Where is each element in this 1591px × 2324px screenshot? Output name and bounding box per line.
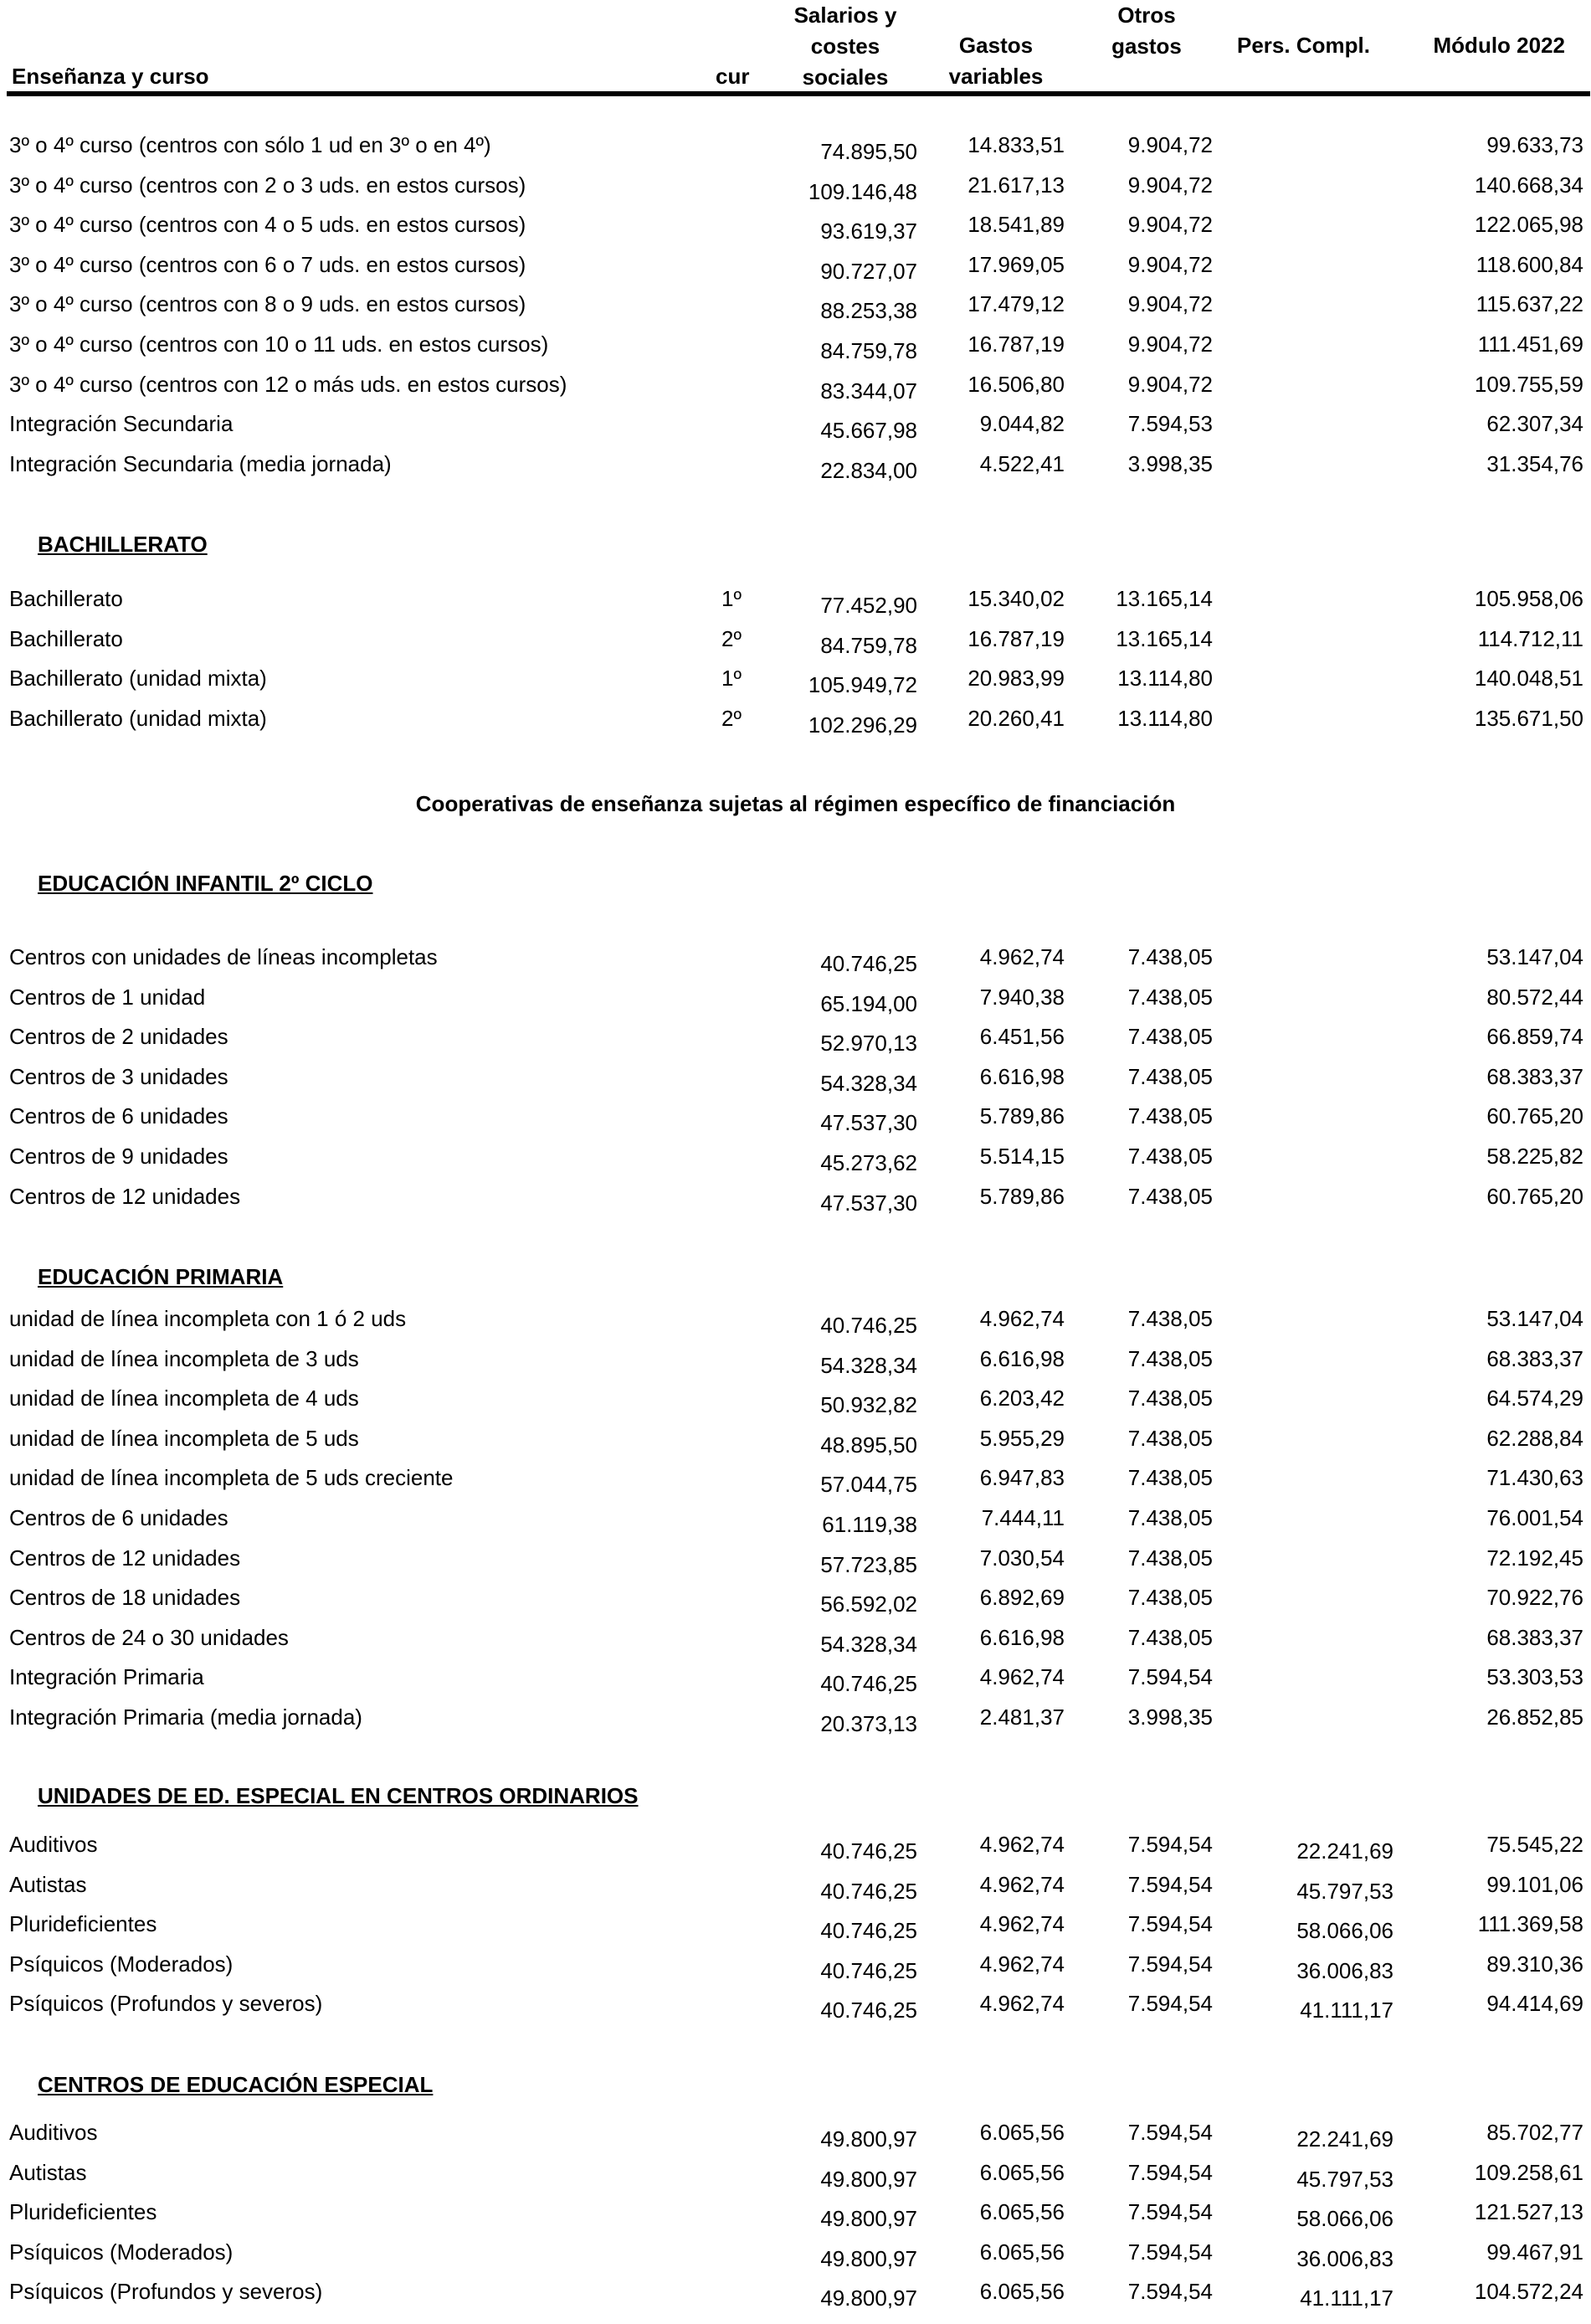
row-og: 7.438,05	[1127, 1306, 1213, 1331]
row-sal: 109.146,48	[808, 178, 917, 204]
row-mod: 118.600,84	[1476, 251, 1583, 277]
row-mod: 109.755,59	[1474, 371, 1583, 397]
row-sal: 47.537,30	[820, 1110, 917, 1136]
row-name: Centros de 6 unidades	[9, 1103, 228, 1129]
row-mod: 68.383,37	[1486, 1063, 1583, 1089]
row-og: 7.438,05	[1127, 1345, 1213, 1371]
row-mod: 122.065,98	[1474, 212, 1583, 238]
row-gv: 4.962,74	[979, 1306, 1065, 1331]
row-mod: 85.702,77	[1486, 2120, 1583, 2145]
row-name: Centros de 12 unidades	[9, 1183, 241, 1209]
row-og: 7.438,05	[1127, 1386, 1213, 1411]
row-gv: 5.955,29	[979, 1425, 1065, 1451]
header-rule	[7, 91, 1590, 96]
header-gv-line1: Gastos	[958, 33, 1034, 58]
row-mod: 109.258,61	[1474, 2159, 1583, 2185]
row-og: 7.438,05	[1127, 1024, 1213, 1050]
row-og: 7.594,54	[1127, 1871, 1213, 1897]
row-sal: 49.800,97	[820, 2245, 917, 2271]
row-sal: 65.194,00	[820, 990, 917, 1016]
cooperativas-title: Cooperativas de enseñanza sujetas al régimen específico de financiación	[415, 791, 1176, 816]
row-name: Centros de 24 o 30 unidades	[9, 1624, 289, 1650]
row-name: 3º o 4º curso (centros con 2 o 3 uds. en estos cursos)	[9, 172, 526, 198]
row-og: 7.438,05	[1127, 1144, 1213, 1169]
row-name: Autistas	[9, 1871, 87, 1897]
row-sal: 90.727,07	[820, 258, 917, 284]
row-sal: 49.800,97	[820, 2206, 917, 2232]
row-og: 7.438,05	[1127, 1624, 1213, 1650]
row-gv: 7.940,38	[979, 984, 1065, 1010]
row-og: 13.114,80	[1117, 705, 1213, 731]
row-og: 7.438,05	[1127, 1425, 1213, 1451]
row-mod: 99.467,91	[1486, 2239, 1583, 2265]
row-og: 9.904,72	[1127, 172, 1213, 198]
row-gv: 21.617,13	[967, 172, 1065, 198]
row-name: Integración Primaria (media jornada)	[9, 1704, 362, 1730]
row-gv: 6.616,98	[979, 1345, 1065, 1371]
row-mod: 60.765,20	[1486, 1183, 1583, 1209]
row-mod: 105.958,06	[1474, 586, 1583, 611]
row-sal: 54.328,34	[820, 1631, 917, 1657]
row-sal: 40.746,25	[820, 1671, 917, 1697]
header-cur: cur	[716, 64, 750, 89]
row-mod: 68.383,37	[1486, 1624, 1583, 1650]
row-mod: 75.545,22	[1486, 1832, 1583, 1857]
row-og: 7.438,05	[1127, 1465, 1213, 1491]
row-og: 7.594,54	[1127, 1991, 1213, 2017]
row-sal: 48.895,50	[820, 1432, 917, 1458]
row-sal: 84.759,78	[820, 338, 917, 363]
row-gv: 20.260,41	[967, 705, 1065, 731]
section-title: EDUCACIÓN INFANTIL 2º CICLO	[38, 871, 373, 896]
row-name: Centros de 2 unidades	[9, 1024, 228, 1050]
header-salarios-line1: Salarios y	[793, 3, 897, 28]
row-sal: 77.452,90	[820, 593, 917, 618]
row-name: 3º o 4º curso (centros con sólo 1 ud en 3º o en 4º)	[9, 132, 491, 157]
row-mod: 140.668,34	[1474, 172, 1583, 198]
row-og: 9.904,72	[1127, 132, 1213, 157]
row-og: 7.594,54	[1127, 2199, 1213, 2225]
row-name: Auditivos	[9, 2120, 98, 2145]
header-gastos-variables	[929, 30, 1063, 92]
row-og: 9.904,72	[1127, 332, 1213, 357]
row-mod: 99.633,73	[1486, 132, 1583, 157]
row-name: Integración Secundaria	[9, 411, 234, 437]
row-name: Plurideficientes	[9, 2199, 157, 2225]
row-name: Centros con unidades de líneas incompletas	[9, 944, 438, 969]
row-sal: 47.537,30	[820, 1190, 917, 1216]
row-pc: 58.066,06	[1296, 2206, 1393, 2232]
row-name: Bachillerato	[9, 625, 123, 651]
header-gv-line2: variables	[948, 64, 1044, 89]
row-pc: 41.111,17	[1300, 2285, 1393, 2311]
row-name: 3º o 4º curso (centros con 4 o 5 uds. en estos cursos)	[9, 212, 526, 238]
row-sal: 40.746,25	[820, 1838, 917, 1864]
row-cur: 2º	[721, 625, 742, 651]
row-og: 13.114,80	[1117, 666, 1213, 692]
row-cur: 1º	[721, 586, 742, 611]
header-salarios	[778, 0, 912, 93]
row-name: Bachillerato (unidad mixta)	[9, 705, 267, 731]
row-og: 9.904,72	[1127, 251, 1213, 277]
row-name: Centros de 1 unidad	[9, 984, 206, 1010]
row-og: 7.594,54	[1127, 1832, 1213, 1857]
row-gv: 18.541,89	[967, 212, 1065, 238]
row-pc: 58.066,06	[1296, 1918, 1393, 1944]
row-sal: 50.932,82	[820, 1392, 917, 1418]
row-gv: 6.065,56	[979, 2199, 1065, 2225]
row-name: Bachillerato	[9, 586, 123, 611]
row-sal: 40.746,25	[820, 951, 917, 976]
section-title: EDUCACIÓN PRIMARIA	[38, 1264, 284, 1289]
row-gv: 15.340,02	[967, 586, 1065, 611]
row-og: 7.438,05	[1127, 1585, 1213, 1611]
row-pc: 22.241,69	[1296, 1838, 1393, 1864]
row-sal: 84.759,78	[820, 632, 917, 658]
row-name: 3º o 4º curso (centros con 8 o 9 uds. en estos cursos)	[9, 291, 526, 317]
row-og: 7.438,05	[1127, 1505, 1213, 1530]
row-pc: 22.241,69	[1296, 2126, 1393, 2152]
row-og: 7.594,54	[1127, 2239, 1213, 2265]
row-gv: 5.514,15	[979, 1144, 1065, 1169]
row-sal: 52.970,13	[820, 1031, 917, 1057]
section-title: UNIDADES DE ED. ESPECIAL EN CENTROS ORDINARIOS	[38, 1783, 639, 1808]
row-gv: 6.065,56	[979, 2279, 1065, 2305]
row-name: Psíquicos (Profundos y severos)	[9, 1991, 323, 2017]
row-gv: 4.522,41	[979, 450, 1065, 476]
row-og: 7.594,54	[1127, 1911, 1213, 1937]
header-otros-gastos	[1080, 0, 1214, 62]
row-mod: 121.527,13	[1474, 2199, 1583, 2225]
row-cur: 1º	[721, 666, 742, 692]
row-mod: 115.637,22	[1476, 291, 1583, 317]
row-name: Centros de 9 unidades	[9, 1144, 228, 1169]
row-mod: 64.574,29	[1486, 1386, 1583, 1411]
row-pc: 45.797,53	[1296, 1878, 1393, 1904]
row-og: 7.438,05	[1127, 1063, 1213, 1089]
row-og: 7.594,54	[1127, 1664, 1213, 1690]
row-gv: 5.789,86	[979, 1183, 1065, 1209]
row-gv: 17.969,05	[967, 251, 1065, 277]
row-pc: 36.006,83	[1296, 1957, 1393, 1983]
row-name: unidad de línea incompleta de 5 uds	[9, 1425, 359, 1451]
row-gv: 5.789,86	[979, 1103, 1065, 1129]
row-sal: 49.800,97	[820, 2126, 917, 2152]
row-sal: 56.592,02	[820, 1591, 917, 1617]
row-sal: 40.746,25	[820, 1998, 917, 2023]
row-name: Psíquicos (Moderados)	[9, 2239, 234, 2265]
row-mod: 53.147,04	[1486, 944, 1583, 969]
row-name: Auditivos	[9, 1832, 98, 1857]
row-gv: 4.962,74	[979, 1951, 1065, 1977]
row-name: 3º o 4º curso (centros con 10 o 11 uds. en estos cursos)	[9, 332, 549, 357]
row-og: 7.438,05	[1127, 984, 1213, 1010]
row-mod: 94.414,69	[1486, 1991, 1583, 2017]
header-modulo: Módulo 2022	[1433, 33, 1565, 58]
row-name: 3º o 4º curso (centros con 6 o 7 uds. en estos cursos)	[9, 251, 526, 277]
row-gv: 4.962,74	[979, 1871, 1065, 1897]
header-salarios-line3: sociales	[802, 64, 889, 90]
row-sal: 45.667,98	[820, 418, 917, 444]
section-title: CENTROS DE EDUCACIÓN ESPECIAL	[38, 2072, 434, 2097]
row-gv: 16.506,80	[967, 371, 1065, 397]
row-gv: 6.451,56	[979, 1024, 1065, 1050]
row-gv: 20.983,99	[967, 666, 1065, 692]
row-gv: 7.030,54	[979, 1545, 1065, 1571]
row-og: 7.438,05	[1127, 1183, 1213, 1209]
row-name: Plurideficientes	[9, 1911, 157, 1937]
row-mod: 99.101,06	[1486, 1871, 1583, 1897]
row-gv: 2.481,37	[979, 1704, 1065, 1730]
row-mod: 60.765,20	[1486, 1103, 1583, 1129]
row-mod: 89.310,36	[1486, 1951, 1583, 1977]
row-sal: 57.044,75	[820, 1472, 917, 1498]
row-sal: 83.344,07	[820, 378, 917, 404]
row-gv: 6.065,56	[979, 2159, 1065, 2185]
row-sal: 54.328,34	[820, 1070, 917, 1096]
row-name: Autistas	[9, 2159, 87, 2185]
row-mod: 68.383,37	[1486, 1345, 1583, 1371]
row-sal: 20.373,13	[820, 1711, 917, 1736]
row-og: 13.165,14	[1116, 625, 1213, 651]
row-name: Centros de 3 unidades	[9, 1063, 228, 1089]
row-mod: 53.147,04	[1486, 1306, 1583, 1331]
row-og: 3.998,35	[1127, 1704, 1213, 1730]
row-sal: 102.296,29	[808, 712, 917, 738]
row-mod: 140.048,51	[1474, 666, 1583, 692]
row-mod: 114.712,11	[1477, 625, 1583, 651]
row-name: Integración Secundaria (media jornada)	[9, 450, 392, 476]
row-og: 7.594,54	[1127, 2120, 1213, 2145]
row-sal: 57.723,85	[820, 1551, 917, 1577]
row-og: 9.904,72	[1127, 371, 1213, 397]
row-gv: 4.962,74	[979, 1664, 1065, 1690]
row-name: unidad de línea incompleta de 5 uds creciente	[9, 1465, 454, 1491]
row-pc: 45.797,53	[1296, 2166, 1393, 2192]
row-gv: 16.787,19	[967, 332, 1065, 357]
header-pers-compl: Pers. Compl.	[1237, 33, 1370, 58]
row-sal: 40.746,25	[820, 1878, 917, 1904]
row-name: unidad de línea incompleta con 1 ó 2 uds	[9, 1306, 407, 1331]
row-name: unidad de línea incompleta de 3 uds	[9, 1345, 359, 1371]
row-name: Psíquicos (Profundos y severos)	[9, 2279, 323, 2305]
row-pc: 36.006,83	[1296, 2245, 1393, 2271]
row-mod: 31.354,76	[1486, 450, 1583, 476]
row-og: 9.904,72	[1127, 212, 1213, 238]
row-og: 7.438,05	[1127, 944, 1213, 969]
row-gv: 6.065,56	[979, 2239, 1065, 2265]
section-title: BACHILLERATO	[38, 532, 208, 557]
row-mod: 111.369,58	[1477, 1911, 1583, 1937]
row-gv: 6.616,98	[979, 1063, 1065, 1089]
header-salarios-line2: costes	[810, 33, 880, 59]
row-og: 7.594,54	[1127, 2159, 1213, 2185]
row-mod: 53.303,53	[1486, 1664, 1583, 1690]
row-sal: 49.800,97	[820, 2166, 917, 2192]
row-mod: 70.922,76	[1486, 1585, 1583, 1611]
row-gv: 7.444,11	[981, 1505, 1065, 1530]
row-name: Centros de 6 unidades	[9, 1505, 228, 1530]
row-gv: 4.962,74	[979, 1911, 1065, 1937]
header-course: Enseñanza y curso	[12, 64, 209, 89]
row-gv: 16.787,19	[967, 625, 1065, 651]
row-name: Integración Primaria	[9, 1664, 204, 1690]
header-og-line2: gastos	[1111, 33, 1182, 59]
row-gv: 14.833,51	[967, 132, 1065, 157]
row-mod: 66.859,74	[1486, 1024, 1583, 1050]
row-mod: 72.192,45	[1486, 1545, 1583, 1571]
row-name: Psíquicos (Moderados)	[9, 1951, 234, 1977]
row-gv: 4.962,74	[979, 1832, 1065, 1857]
row-mod: 62.288,84	[1486, 1425, 1583, 1451]
row-mod: 104.572,24	[1474, 2279, 1583, 2305]
row-og: 3.998,35	[1127, 450, 1213, 476]
row-sal: 105.949,72	[808, 672, 917, 698]
row-og: 7.594,54	[1127, 1951, 1213, 1977]
row-sal: 40.746,25	[820, 1957, 917, 1983]
row-og: 7.594,53	[1127, 411, 1213, 437]
row-mod: 26.852,85	[1486, 1704, 1583, 1730]
row-gv: 6.616,98	[979, 1624, 1065, 1650]
row-gv: 6.065,56	[979, 2120, 1065, 2145]
row-sal: 40.746,25	[820, 1313, 917, 1338]
row-sal: 93.619,37	[820, 219, 917, 244]
row-gv: 4.962,74	[979, 944, 1065, 969]
row-og: 9.904,72	[1127, 291, 1213, 317]
row-name: Centros de 12 unidades	[9, 1545, 241, 1571]
row-mod: 71.430,63	[1486, 1465, 1583, 1491]
row-mod: 62.307,34	[1486, 411, 1583, 437]
row-sal: 74.895,50	[820, 139, 917, 164]
row-mod: 135.671,50	[1474, 705, 1583, 731]
row-og: 13.165,14	[1116, 586, 1213, 611]
row-gv: 9.044,82	[979, 411, 1065, 437]
row-gv: 6.892,69	[979, 1585, 1065, 1611]
row-cur: 2º	[721, 705, 742, 731]
row-name: unidad de línea incompleta de 4 uds	[9, 1386, 359, 1411]
row-gv: 17.479,12	[967, 291, 1065, 317]
row-gv: 6.947,83	[979, 1465, 1065, 1491]
row-sal: 40.746,25	[820, 1918, 917, 1944]
row-sal: 54.328,34	[820, 1352, 917, 1378]
row-name: 3º o 4º curso (centros con 12 o más uds. en estos cursos)	[9, 371, 567, 397]
row-mod: 111.451,69	[1477, 332, 1583, 357]
row-sal: 49.800,97	[820, 2285, 917, 2311]
row-og: 7.438,05	[1127, 1103, 1213, 1129]
row-mod: 76.001,54	[1486, 1505, 1583, 1530]
row-mod: 80.572,44	[1486, 984, 1583, 1010]
row-mod: 58.225,82	[1486, 1144, 1583, 1169]
row-name: Bachillerato (unidad mixta)	[9, 666, 267, 692]
row-sal: 88.253,38	[820, 298, 917, 324]
row-og: 7.594,54	[1127, 2279, 1213, 2305]
row-og: 7.438,05	[1127, 1545, 1213, 1571]
row-gv: 6.203,42	[979, 1386, 1065, 1411]
row-name: Centros de 18 unidades	[9, 1585, 241, 1611]
row-sal: 45.273,62	[820, 1150, 917, 1175]
row-gv: 4.962,74	[979, 1991, 1065, 2017]
row-sal: 22.834,00	[820, 457, 917, 483]
row-pc: 41.111,17	[1300, 1998, 1393, 2023]
header-og-line1: Otros	[1117, 3, 1176, 28]
row-sal: 61.119,38	[822, 1512, 917, 1537]
